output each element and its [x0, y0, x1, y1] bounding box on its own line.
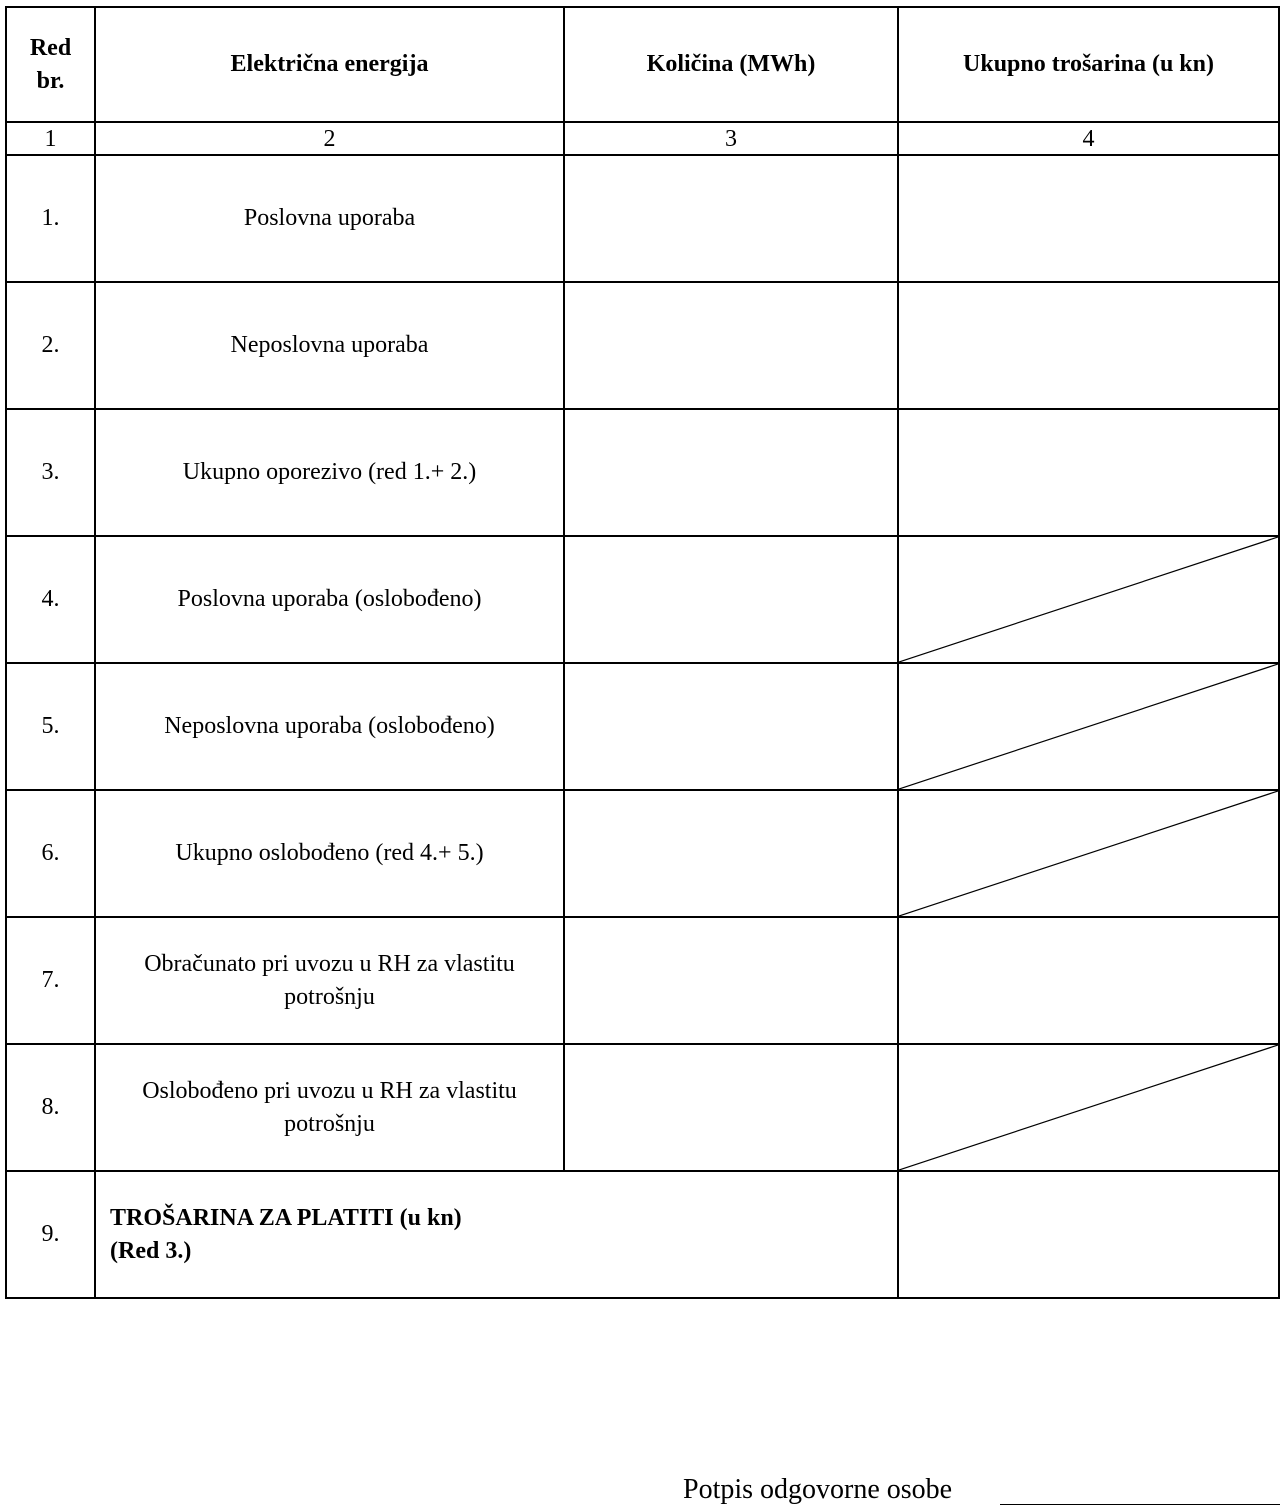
table-row — [6, 409, 1279, 536]
row-label: Obračunato pri uvozu u RH za vlastitu potrošnju — [95, 917, 564, 1044]
row-number: 9. — [6, 1171, 95, 1298]
column-number-row — [6, 122, 1279, 155]
total-row — [6, 1171, 1279, 1298]
column-number: 4 — [898, 122, 1279, 155]
kolicina-field[interactable] — [564, 1044, 898, 1171]
trosarina-field — [898, 790, 1279, 917]
signature-field[interactable] — [1000, 1504, 1280, 1505]
trosarina-field — [898, 663, 1279, 790]
table-row — [6, 663, 1279, 790]
column-number: 2 — [95, 122, 564, 155]
trosarina-field[interactable] — [898, 917, 1279, 1044]
table-row — [6, 282, 1279, 409]
table-row — [6, 536, 1279, 663]
row-number: 6. — [6, 790, 95, 917]
header-red-br: Red br. — [6, 7, 95, 122]
column-number: 3 — [564, 122, 898, 155]
kolicina-field[interactable] — [564, 155, 898, 282]
signature-label: Potpis odgovorne osobe — [683, 1474, 953, 1505]
total-label-line1: TROŠARINA ZA PLATITI (u kn) — [110, 1205, 462, 1232]
excise-table — [5, 6, 1280, 1299]
row-label: Ukupno oporezivo (red 1.+ 2.) — [95, 409, 564, 536]
trosarina-field[interactable] — [898, 282, 1279, 409]
crossed-out-mark — [899, 1045, 1278, 1170]
kolicina-field[interactable] — [564, 536, 898, 663]
crossed-out-mark — [899, 664, 1278, 789]
table-row — [6, 917, 1279, 1044]
table-row — [6, 1044, 1279, 1171]
row-label: Oslobođeno pri uvozu u RH za vlastitu potrošnju — [95, 1044, 564, 1171]
row-label: Neposlovna uporaba — [95, 282, 564, 409]
header-energija: Električna energija — [95, 7, 564, 122]
kolicina-field[interactable] — [564, 663, 898, 790]
trosarina-field[interactable] — [898, 409, 1279, 536]
row-label: Neposlovna uporaba (oslobođeno) — [95, 663, 564, 790]
row-number: 5. — [6, 663, 95, 790]
total-label-line2: (Red 3.) — [110, 1237, 192, 1264]
trosarina-field — [898, 1044, 1279, 1171]
row-label: Poslovna uporaba (oslobođeno) — [95, 536, 564, 663]
row-label: Ukupno oslobođeno (red 4.+ 5.) — [95, 790, 564, 917]
trosarina-field[interactable] — [898, 155, 1279, 282]
crossed-out-mark — [899, 791, 1278, 916]
column-number: 1 — [6, 122, 95, 155]
crossed-out-mark — [899, 537, 1278, 662]
row-number: 3. — [6, 409, 95, 536]
header-kolicina: Količina (MWh) — [564, 7, 898, 122]
row-number: 1. — [6, 155, 95, 282]
kolicina-field[interactable] — [564, 409, 898, 536]
total-trosarina-field[interactable] — [898, 1171, 1279, 1298]
kolicina-field[interactable] — [564, 790, 898, 917]
kolicina-field[interactable] — [564, 917, 898, 1044]
row-label: Poslovna uporaba — [95, 155, 564, 282]
table-row — [6, 790, 1279, 917]
total-label — [95, 1171, 898, 1298]
row-number: 2. — [6, 282, 95, 409]
row-number: 8. — [6, 1044, 95, 1171]
row-number: 4. — [6, 536, 95, 663]
header-trosarina: Ukupno trošarina (u kn) — [898, 7, 1279, 122]
row-number: 7. — [6, 917, 95, 1044]
table-row — [6, 155, 1279, 282]
header-row — [6, 7, 1279, 122]
kolicina-field[interactable] — [564, 282, 898, 409]
trosarina-field — [898, 536, 1279, 663]
